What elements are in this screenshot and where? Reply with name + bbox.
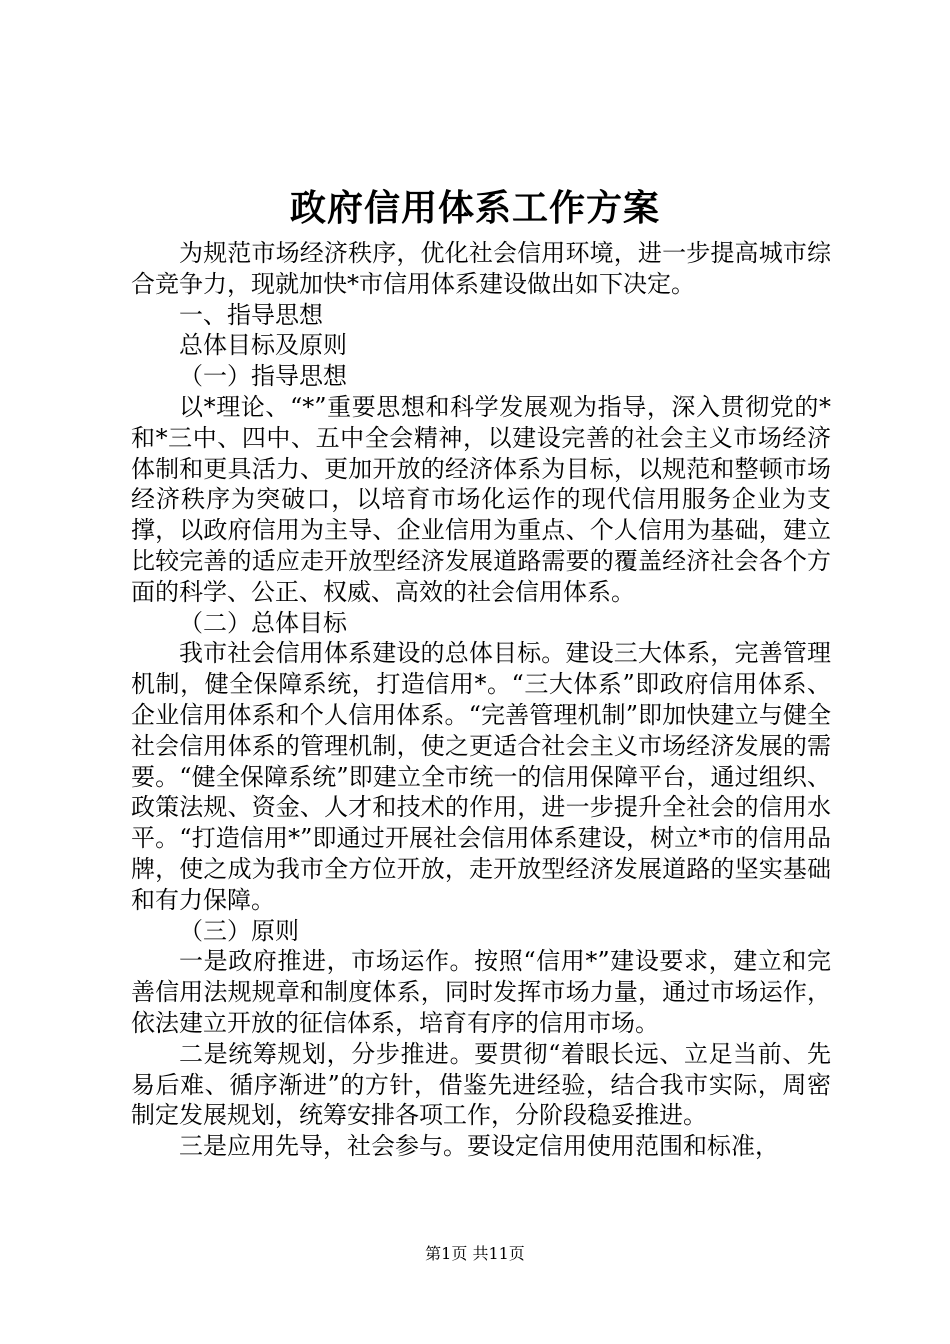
document-title: 政府信用体系工作方案 (289, 187, 660, 229)
paragraph-principle-1: 一是政府推进，市场运作。按照“信用*”建设要求，建立和完善信用法规规章和制度体系，同时发挥市场力量，通过市场运作，依法建立开放的征信体系，培育有序的信用市场。 (131, 947, 831, 1037)
section-heading-goals-principles: 总体目标及原则 (179, 331, 347, 360)
subsection-heading-3: （三）原则 (179, 916, 299, 945)
section-heading-guiding-ideology: 一、指导思想 (179, 300, 323, 329)
page-footer: 第1页 共11页 (425, 1244, 525, 1263)
intro-paragraph: 为规范市场经济秩序，优化社会信用环境，进一步提高城市综合竞争力，现就加快*市信用体系建设做出如下决定。 (131, 239, 831, 298)
paragraph-guiding-ideology: 以*理论、“*”重要思想和科学发展观为指导，深入贯彻党的*和*三中、四中、五中全会精神，以建设完善的社会主义市场经济体制和更具活力、更加开放的经济体系为目标，以规范和整顿市场经济秩序为突破口，以培育市场化运作的现代信用服务企业为支撑，以政府信用为主导、企业信用为重点、个人信用为基础，建立比较完善的适应走开放型经济发展道路需要的覆盖经济社会各个方面的科学、公正、权威、高效的社会信用体系。 (131, 392, 831, 606)
subsection-heading-2: （二）总体目标 (179, 608, 347, 637)
subsection-heading-1: （一）指导思想 (179, 362, 347, 391)
paragraph-overall-goal: 我市社会信用体系建设的总体目标。建设三大体系，完善管理机制，健全保障系统，打造信用*。“三大体系”即政府信用体系、企业信用体系和个人信用体系。“完善管理机制”即加快建立与健全社会信用体系的管理机制，使之更适合社会主义市场经济发展的需要。“健全保障系统”即建立全市统一的信用保障平台，通过组织、政策法规、资金、人才和技术的作用，进一步提升全社会的信用水平。“打造信用*”即通过开展社会信用体系建设，树立*市的信用品牌，使之成为我市全方位开放，走开放型经济发展道路的坚实基础和有力保障。 (131, 639, 831, 914)
document-body (131, 238, 831, 1162)
paragraph-principle-3: 三是应用先导，社会参与。要设定信用使用范围和标准， (179, 1132, 779, 1161)
paragraph-principle-2: 二是统筹规划，分步推进。要贯彻“着眼长远、立足当前、先易后难、循序渐进”的方针，借鉴先进经验，结合我市实际，周密制定发展规划，统筹安排各项工作，分阶段稳妥推进。 (131, 1039, 831, 1130)
